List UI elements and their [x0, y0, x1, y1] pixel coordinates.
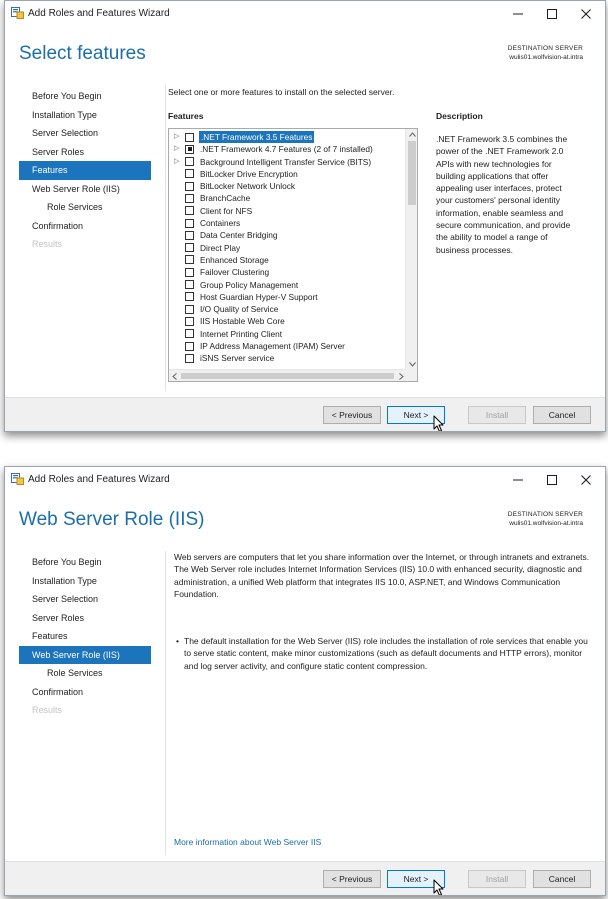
nav-item-features[interactable]: Features: [32, 631, 68, 641]
feature-item[interactable]: [169, 266, 406, 278]
feature-item[interactable]: [169, 205, 406, 217]
minimize-icon: [513, 475, 523, 485]
nav-item-server-selection[interactable]: Server Selection: [32, 128, 99, 138]
close-button[interactable]: [569, 1, 603, 27]
feature-label[interactable]: I/O Quality of Service: [200, 304, 279, 315]
maximize-button[interactable]: [535, 1, 569, 27]
nav-item-installation-type[interactable]: Installation Type: [32, 109, 97, 120]
intro-text: Select one or more features to install on the selected server.: [168, 87, 395, 97]
web-server-intro-paragraph: Web servers are computers that let you share information over the Internet, or through intranets and extranets. The Web Server role includes Internet Information Services (IIS) 10.0 with enhanced security, diagnostic and administration, a unified Web platform that integrates IIS 10.0, ASP.NET, and Windows Communication Foundation.: [174, 552, 590, 599]
feature-checkbox[interactable]: [185, 243, 194, 252]
feature-label[interactable]: BitLocker Network Unlock: [200, 181, 295, 192]
feature-item[interactable]: [169, 192, 406, 204]
feature-item[interactable]: [169, 156, 406, 168]
feature-checkbox[interactable]: [185, 280, 194, 289]
nav-item-confirmation[interactable]: Confirmation: [32, 220, 84, 231]
feature-label[interactable]: Containers: [200, 218, 241, 229]
feature-item[interactable]: [169, 328, 406, 340]
destination-server-label: DESTINATION SERVER: [507, 45, 583, 52]
destination-server-name: wulis01.wolfvision-at.intra: [509, 54, 583, 61]
nav-item-installation-type[interactable]: Installation Type: [32, 575, 97, 586]
feature-item[interactable]: [169, 242, 406, 254]
scroll-up-icon[interactable]: [406, 129, 418, 139]
wizard-nav: [19, 87, 151, 254]
feature-checkbox[interactable]: [185, 169, 194, 178]
feature-item[interactable]: [169, 229, 406, 241]
nav-item-role-services[interactable]: Role Services: [47, 202, 103, 212]
maximize-icon: [547, 9, 557, 19]
feature-item[interactable]: [169, 254, 406, 266]
feature-checkbox[interactable]: [185, 255, 194, 264]
description-heading: Description: [436, 111, 483, 121]
feature-checkbox[interactable]: [185, 292, 194, 301]
minimize-button[interactable]: [501, 1, 535, 27]
feature-label[interactable]: iSNS Server service: [200, 353, 275, 364]
feature-label[interactable]: Client for NFS: [200, 205, 253, 216]
page-title: Web Server Role (IIS): [19, 509, 205, 530]
maximize-icon: [547, 475, 557, 485]
features-heading: Features: [168, 111, 204, 121]
minimize-button[interactable]: [501, 467, 535, 493]
scroll-down-icon[interactable]: [406, 359, 418, 369]
feature-description: .NET Framework 3.5 combines the power of the .NET Framework 2.0 APIs with new technologies for building applications that offer appealing user interfaces, protect your customers' personal identity information, enable seamless and secure communication, and provide the ability to model a range of business processes.: [436, 134, 571, 255]
mouse-cursor-icon: [433, 879, 445, 896]
default-installation-bullet: [174, 635, 592, 672]
feature-label[interactable]: Direct Play: [200, 242, 241, 253]
feature-label[interactable]: BitLocker Drive Encryption: [200, 168, 298, 179]
scrollbar-corner: [405, 369, 417, 381]
maximize-button[interactable]: [535, 467, 569, 493]
feature-checkbox[interactable]: [185, 317, 194, 326]
feature-label[interactable]: .NET Framework 4.7 Features (2 of 7 installed): [200, 144, 373, 155]
feature-checkbox[interactable]: [185, 194, 194, 203]
feature-label[interactable]: Failover Clustering: [200, 267, 270, 278]
minimize-icon: [513, 9, 523, 19]
feature-checkbox[interactable]: [185, 206, 194, 215]
previous-button[interactable]: < Previous: [323, 870, 381, 888]
content-pane: [165, 85, 595, 391]
feature-checkbox[interactable]: [185, 133, 194, 142]
feature-label[interactable]: Background Intelligent Transfer Service (BITS): [200, 156, 372, 167]
wizard-footer: [5, 397, 605, 431]
feature-label[interactable]: Internet Printing Client: [200, 328, 283, 339]
install-button: Install: [468, 406, 526, 424]
nav-item-web-server-role[interactable]: Web Server Role (IIS): [19, 646, 151, 665]
next-button[interactable]: Next >: [387, 406, 445, 424]
scroll-left-icon[interactable]: [169, 370, 179, 382]
page-title: Select features: [19, 43, 146, 64]
close-icon: [581, 9, 591, 19]
feature-item[interactable]: [169, 131, 406, 143]
features-tree[interactable]: [168, 128, 418, 382]
destination-server-label: DESTINATION SERVER: [507, 511, 583, 518]
nav-item-before-you-begin[interactable]: Before You Begin: [32, 91, 102, 101]
feature-label[interactable]: Enhanced Storage: [200, 254, 269, 265]
install-button: Install: [468, 870, 526, 888]
feature-checkbox[interactable]: [185, 231, 194, 240]
content-pane: [165, 551, 597, 855]
close-button[interactable]: [569, 467, 603, 493]
feature-item[interactable]: [169, 291, 406, 303]
nav-item-confirmation[interactable]: Confirmation: [32, 686, 84, 697]
feature-checkbox[interactable]: [185, 305, 194, 314]
nav-item-server-selection[interactable]: Server Selection: [32, 594, 99, 604]
nav-item-results: Results: [32, 239, 63, 249]
feature-item[interactable]: [169, 168, 406, 180]
destination-server-name: wulis01.wolfvision-at.intra: [509, 520, 583, 527]
feature-item[interactable]: [169, 143, 406, 155]
feature-checkbox[interactable]: [185, 268, 194, 277]
title-bar[interactable]: [5, 1, 605, 27]
nav-item-results: Results: [32, 705, 63, 715]
features-list: [169, 131, 406, 365]
feature-item[interactable]: [169, 352, 406, 364]
server-manager-icon: [11, 7, 24, 19]
feature-label[interactable]: BranchCache: [200, 193, 251, 204]
wizard-window-web-server-role: [4, 466, 606, 896]
feature-checkbox[interactable]: [185, 342, 194, 351]
title-bar[interactable]: [5, 467, 605, 493]
feature-item[interactable]: [169, 303, 406, 315]
more-info-link[interactable]: More information about Web Server IIS: [174, 837, 322, 847]
feature-label[interactable]: Group Policy Management: [200, 279, 299, 290]
feature-item[interactable]: [169, 315, 406, 327]
feature-item[interactable]: [169, 180, 406, 192]
feature-checkbox[interactable]: [185, 329, 194, 338]
vertical-scrollbar[interactable]: [405, 129, 417, 369]
feature-item[interactable]: [169, 217, 406, 229]
feature-item[interactable]: [169, 279, 406, 291]
nav-item-before-you-begin[interactable]: Before You Begin: [32, 557, 102, 567]
expand-arrow-icon[interactable]: ▷: [174, 133, 180, 140]
close-icon: [581, 475, 591, 485]
server-manager-icon: [11, 473, 24, 485]
feature-label[interactable]: Host Guardian Hyper-V Support: [200, 291, 318, 302]
feature-checkbox[interactable]: [185, 145, 194, 154]
feature-label[interactable]: IIS Hostable Web Core: [200, 316, 285, 327]
nav-item-web-server-role[interactable]: Web Server Role (IIS): [32, 183, 120, 194]
window-title: Add Roles and Features Wizard: [28, 474, 170, 485]
feature-checkbox[interactable]: [185, 354, 194, 363]
window-title: Add Roles and Features Wizard: [28, 8, 170, 19]
horizontal-scroll-thumb[interactable]: [181, 373, 394, 379]
vertical-scroll-thumb[interactable]: [408, 141, 416, 205]
expand-arrow-icon[interactable]: ▷: [174, 145, 180, 153]
feature-label[interactable]: IP Address Management (IPAM) Server: [200, 341, 345, 352]
nav-item-role-services[interactable]: Role Services: [47, 668, 103, 678]
feature-checkbox[interactable]: [185, 219, 194, 228]
bullet-icon: •: [176, 636, 179, 646]
next-button[interactable]: Next >: [387, 870, 445, 888]
nav-item-server-roles[interactable]: Server Roles: [32, 612, 85, 623]
wizard-window-select-features: [4, 0, 606, 432]
previous-button[interactable]: < Previous: [323, 406, 381, 424]
mouse-cursor-icon: [433, 415, 445, 432]
nav-item-features[interactable]: Features: [19, 161, 151, 180]
feature-checkbox[interactable]: [185, 182, 194, 191]
feature-item[interactable]: [169, 340, 406, 352]
feature-label[interactable]: .NET Framework 3.5 Features: [201, 132, 313, 142]
wizard-footer: [5, 861, 605, 895]
feature-label[interactable]: Data Center Bridging: [200, 230, 278, 241]
feature-checkbox[interactable]: [185, 157, 194, 166]
expand-arrow-icon[interactable]: ▷: [174, 157, 180, 165]
cancel-button[interactable]: Cancel: [533, 406, 591, 424]
wizard-nav: [19, 553, 151, 720]
horizontal-scrollbar[interactable]: [169, 369, 406, 381]
default-installation-text: The default installation for the Web Server (IIS) role includes the installation of role services that enable you to serve static content, make minor customizations (such as default documents and HTTP errors), monitor and log server activity, and configure static content compression.: [184, 636, 588, 671]
cancel-button[interactable]: Cancel: [533, 870, 591, 888]
nav-item-server-roles[interactable]: Server Roles: [32, 146, 85, 157]
